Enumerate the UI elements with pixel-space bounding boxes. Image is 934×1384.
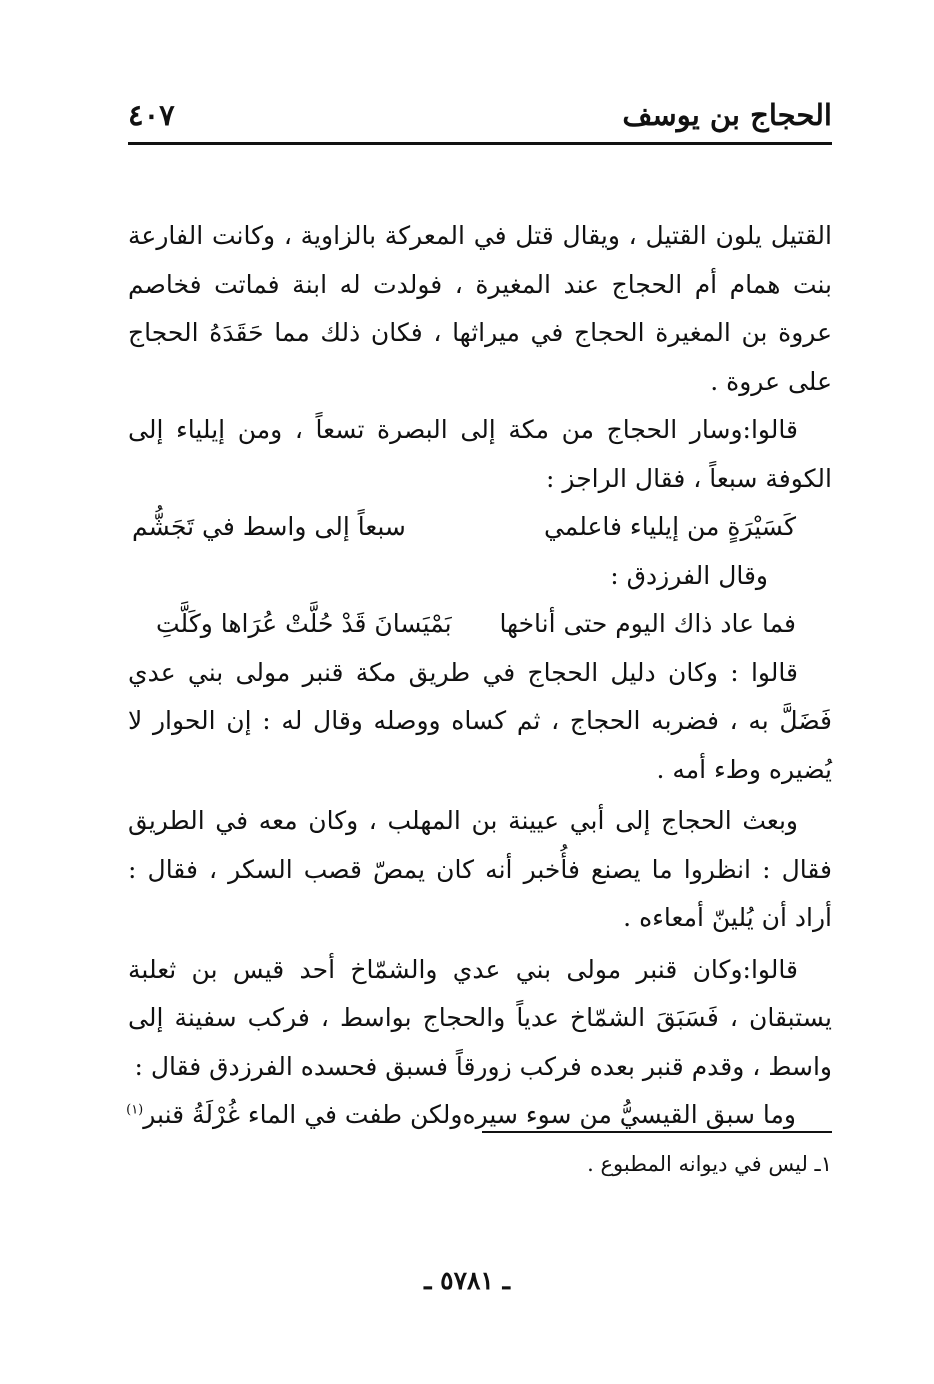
footnote-reference-mark[interactable]: (١) xyxy=(126,1102,144,1118)
paragraph-5: قالوا:وكان قنبر مولى بني عدي والشمّاخ أحد قيس بن ثعلبة يستبقان ، فَسَبَقَ الشمّاخ عدياً والحجاج بواسط ، فركب سفينة إلى واسط ، وقدم قنبر بعده فركب زورقاً فسبق فحسده الفرزدق فقال : xyxy=(128,954,832,1081)
footnote: ١ـ ليس في ديوانه المطبوع . xyxy=(587,1152,832,1176)
paragraph-3: قالوا : وكان دليل الحجاج في طريق مكة قنبر مولى بني عدي فَضَلَّ به ، فضربه الحجاج ، ثم كساه ووصله وقال له : إن الحوار لا يُضيره وطء أمه . xyxy=(128,657,832,784)
paragraph-4: وبعث الحجاج إلى أبي عيينة بن المهلب ، وكان معه في الطريق فقال : انظروا ما يصنع فأُخبر أنه كان يمصّ قصب السكر ، فقال : أراد أن يُلينّ أمعاءه . xyxy=(128,806,832,932)
body-text xyxy=(128,212,832,1140)
verse-2-left-hemistich: بَمْيَسانَ قَدْ حُلَّتْ عُرَاها وكَلَّتِ xyxy=(156,609,452,638)
verse-3-right-hemistich: وما سبق القيسيُّ من سوء سيره xyxy=(462,1100,796,1129)
verse-1 xyxy=(128,503,832,552)
verse-3-left-text: ولكن طفت في الماء غُرْلَةُ قنبر xyxy=(143,1100,463,1129)
paragraph-2: قالوا:وسار الحجاج من مكة إلى البصرة تسعاً ، ومن إيلياء إلى الكوفة سبعاً ، فقال الراجز : xyxy=(128,415,832,493)
running-title: الحجاج بن يوسف xyxy=(622,98,832,132)
header-rule xyxy=(128,142,832,145)
page-number-top: ٤٠٧ xyxy=(128,98,175,132)
page-number-bottom: ـ ٥٧٨١ ـ xyxy=(424,1266,510,1295)
verse-2-intro: وقال الفرزدق : xyxy=(610,560,768,590)
footnote-rule xyxy=(482,1131,832,1133)
verse-2 xyxy=(128,600,832,649)
verse-2-right-hemistich: فما عاد ذاك اليوم حتى أناخها xyxy=(499,609,796,638)
verse-3-left-hemistich xyxy=(126,1091,462,1140)
paragraph-1: القتيل يلون القتيل ، ويقال قتل في المعركة بالزاوية ، وكانت الفارعة بنت همام أم الحجاج عند المغيرة ، فولدت له ابنة فماتت فخاصم عروة بن المغيرة الحجاج في ميراثها ، فكان ذلك مما حَقَدَهُ الحجاج على عروة . xyxy=(128,221,832,396)
verse-1-left-hemistich: سبعاً إلى واسط في تَجَشُّم xyxy=(132,512,406,541)
verse-1-right-hemistich: كَسَيْرَةٍ من إيلياء فاعلمي xyxy=(543,512,796,541)
page-header xyxy=(128,96,832,144)
